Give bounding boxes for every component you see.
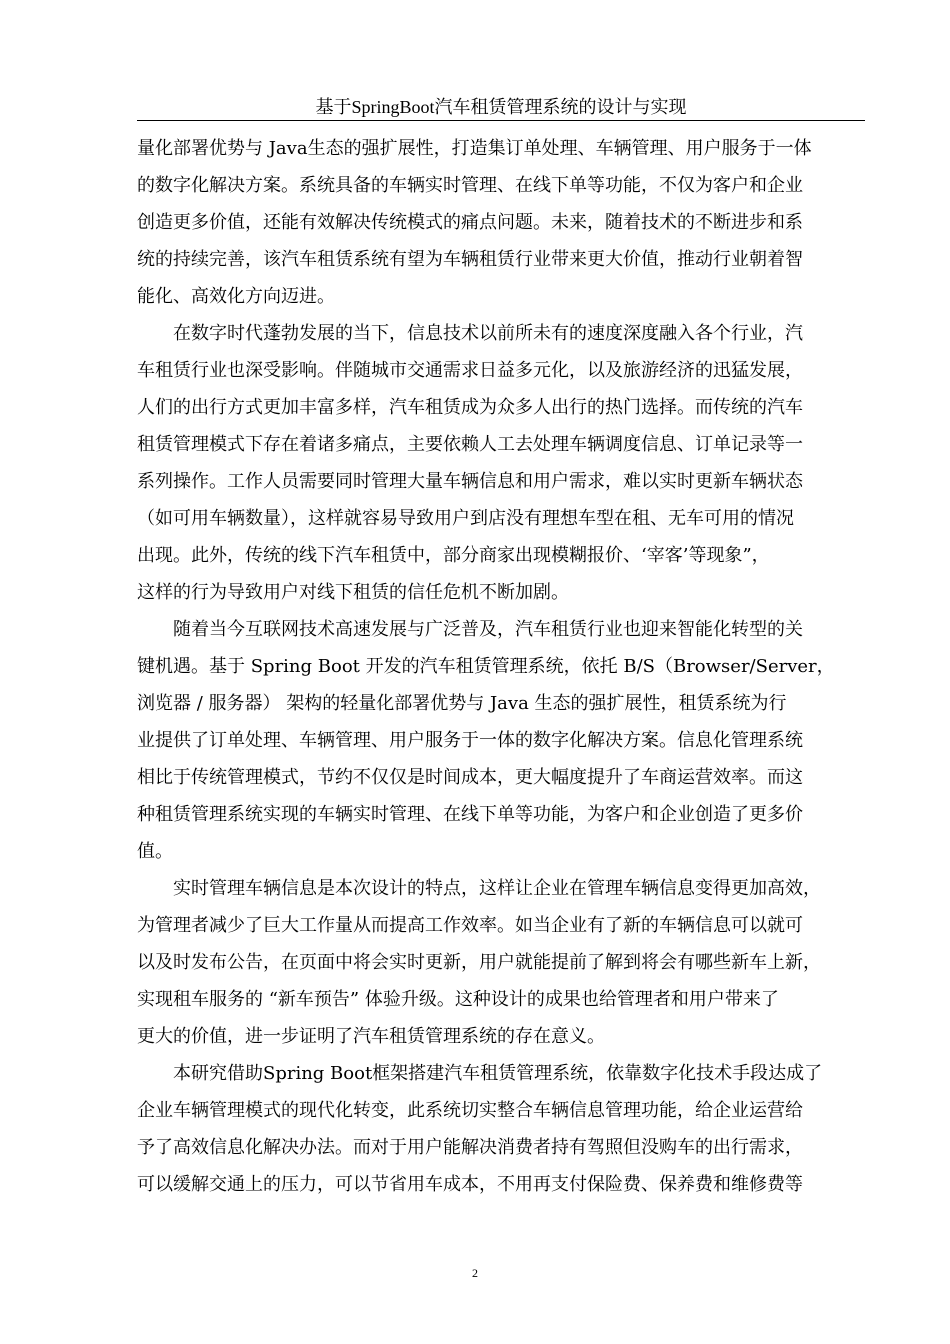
body-line: 的数字化解决方案。系统具备的车辆实时管理、在线下单等功能，不仅为客户和企业 — [137, 175, 803, 196]
body-line: 企业车辆管理模式的现代化转变，此系统切实整合车辆信息管理功能，给企业运营给 — [137, 1100, 803, 1121]
body-line: （如可用车辆数量），这样就容易导致用户到店没有理想车型在租、无车可用的情况 — [137, 508, 794, 529]
body-line: 人们的出行方式更加丰富多样，汽车租赁成为众多人出行的热门选择。而传统的汽车 — [137, 397, 803, 418]
body-line: 创造更多价值，还能有效解决传统模式的痛点问题。未来，随着技术的不断进步和系 — [137, 212, 803, 233]
page-number: 2 — [472, 1266, 478, 1280]
body-line: 为管理者减少了巨大工作量从而提高工作效率。如当企业有了新的车辆信息可以就可 — [137, 915, 803, 936]
paragraph-first-line: 实时管理车辆信息是本次设计的特点，这样让企业在管理车辆信息变得更加高效， — [173, 878, 821, 899]
body-line: 键机遇。基于 Spring Boot 开发的汽车租赁管理系统，依托 B/S（Browser/Server， — [137, 656, 835, 677]
body-line: 实现租车服务的 “新车预告” 体验升级。这种设计的成果也给管理者和用户带来了 — [137, 989, 779, 1010]
page-header-title: 基于SpringBoot汽车租赁管理系统的设计与实现 — [315, 97, 687, 117]
body-line: 租赁管理模式下存在着诸多痛点，主要依赖人工去处理车辆调度信息、订单记录等一 — [137, 434, 803, 455]
body-line: 能化、高效化方向迈进。 — [137, 286, 335, 307]
body-line: 业提供了订单处理、车辆管理、用户服务于一体的数字化解决方案。信息化管理系统 — [137, 730, 803, 751]
body-line: 予了高效信息化解决办法。而对于用户能解决消费者持有驾照但没购车的出行需求， — [137, 1137, 803, 1158]
body-line: 以及时发布公告，在页面中将会实时更新，用户就能提前了解到将会有哪些新车上新， — [137, 952, 821, 973]
body-line: 出现。此外，传统的线下汽车租赁中，部分商家出现模糊报价、‘宰客’等现象”， — [137, 545, 770, 566]
body-line: 系列操作。工作人员需要同时管理大量车辆信息和用户需求，难以实时更新车辆状态 — [137, 471, 803, 492]
body-line: 这样的行为导致用户对线下租赁的信任危机不断加剧。 — [137, 582, 569, 603]
paragraph-first-line: 本研究借助Spring Boot框架搭建汽车租赁管理系统，依靠数字化技术手段达成了 — [173, 1063, 823, 1084]
body-line: 量化部署优势与 Java生态的强扩展性，打造集订单处理、车辆管理、用户服务于一体 — [137, 138, 812, 159]
body-line: 车租赁行业也深受影响。伴随城市交通需求日益多元化，以及旅游经济的迅猛发展， — [137, 360, 803, 381]
paragraph-first-line: 随着当今互联网技术高速发展与广泛普及，汽车租赁行业也迎来智能化转型的关 — [173, 619, 803, 640]
body-line: 种租赁管理系统实现的车辆实时管理、在线下单等功能，为客户和企业创造了更多价 — [137, 804, 803, 825]
paragraph-first-line: 在数字时代蓬勃发展的当下，信息技术以前所未有的速度深度融入各个行业，汽 — [173, 323, 803, 344]
body-line: 统的持续完善，该汽车租赁系统有望为车辆租赁行业带来更大价值，推动行业朝着智 — [137, 249, 803, 270]
body-line: 更大的价值，进一步证明了汽车租赁管理系统的存在意义。 — [137, 1026, 605, 1047]
body-line: 可以缓解交通上的压力，可以节省用车成本，不用再支付保险费、保养费和维修费等 — [137, 1174, 803, 1195]
header-rule — [137, 120, 865, 121]
body-line: 相比于传统管理模式，节约不仅仅是时间成本，更大幅度提升了车商运营效率。而这 — [137, 767, 803, 788]
body-line: 浏览器 / 服务器） 架构的轻量化部署优势与 Java 生态的强扩展性，租赁系统为行 — [137, 693, 787, 714]
body-line: 值。 — [137, 841, 173, 862]
